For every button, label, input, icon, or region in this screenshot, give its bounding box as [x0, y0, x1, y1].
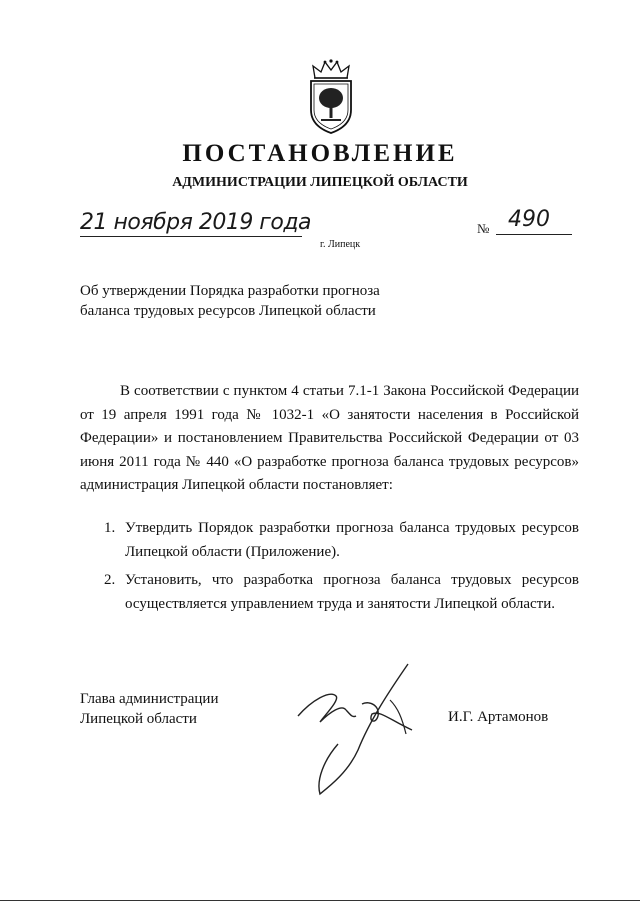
- handwritten-number: 490: [508, 207, 550, 232]
- list-item-text: Утвердить Порядок разработки прогноза баланса трудовых ресурсов Липецкой области (Приложение).: [125, 520, 579, 560]
- coat-of-arms-icon: [301, 58, 361, 136]
- document-subject: [80, 281, 380, 321]
- number-label: №: [477, 221, 490, 236]
- page-bottom-edge: [0, 900, 640, 901]
- handwritten-signature: [290, 660, 420, 800]
- list-item: [104, 568, 579, 616]
- subject-line: баланса трудовых ресурсов Липецкой области: [80, 303, 376, 319]
- signatory-role: [80, 689, 218, 729]
- issuer-subtitle: АДМИНИСТРАЦИИ ЛИПЕЦКОЙ ОБЛАСТИ: [172, 175, 468, 190]
- list-item-number: 2.: [104, 572, 116, 588]
- city-label: г. Липецк: [320, 239, 361, 250]
- list-item-text: Установить, что разработка прогноза баланса трудовых ресурсов осуществляется управлением труда и занятости Липецкой области.: [125, 572, 579, 612]
- signatory-name: И.Г. Артамонов: [448, 709, 549, 725]
- date-underline: [80, 236, 302, 237]
- document-title: ПОСТАНОВЛЕНИЕ: [182, 140, 458, 167]
- handwritten-date: 21 ноября 2019 года: [80, 210, 312, 235]
- preamble-paragraph: В соответствии с пунктом 4 статьи 7.1-1 Закона Российской Федерации от 19 апреля 1991 года № 1032-1 «О занятости населения в Российской Федерации» и постановлением Правительства Российской Федерации от 03 июня 2011 года № 440 «О разработке прогноза баланса трудовых ресурсов» администрация Липецкой области постановляет:: [80, 383, 579, 494]
- number-underline: [496, 234, 572, 235]
- list-item: [104, 516, 579, 564]
- decision-list: [104, 516, 579, 564]
- role-line: Липецкой области: [80, 711, 197, 727]
- decision-list: [104, 568, 579, 616]
- list-item-number: 1.: [104, 520, 116, 536]
- role-line: Глава администрации: [80, 691, 219, 707]
- subject-line: Об утверждении Порядка разработки прогноза: [80, 283, 380, 299]
